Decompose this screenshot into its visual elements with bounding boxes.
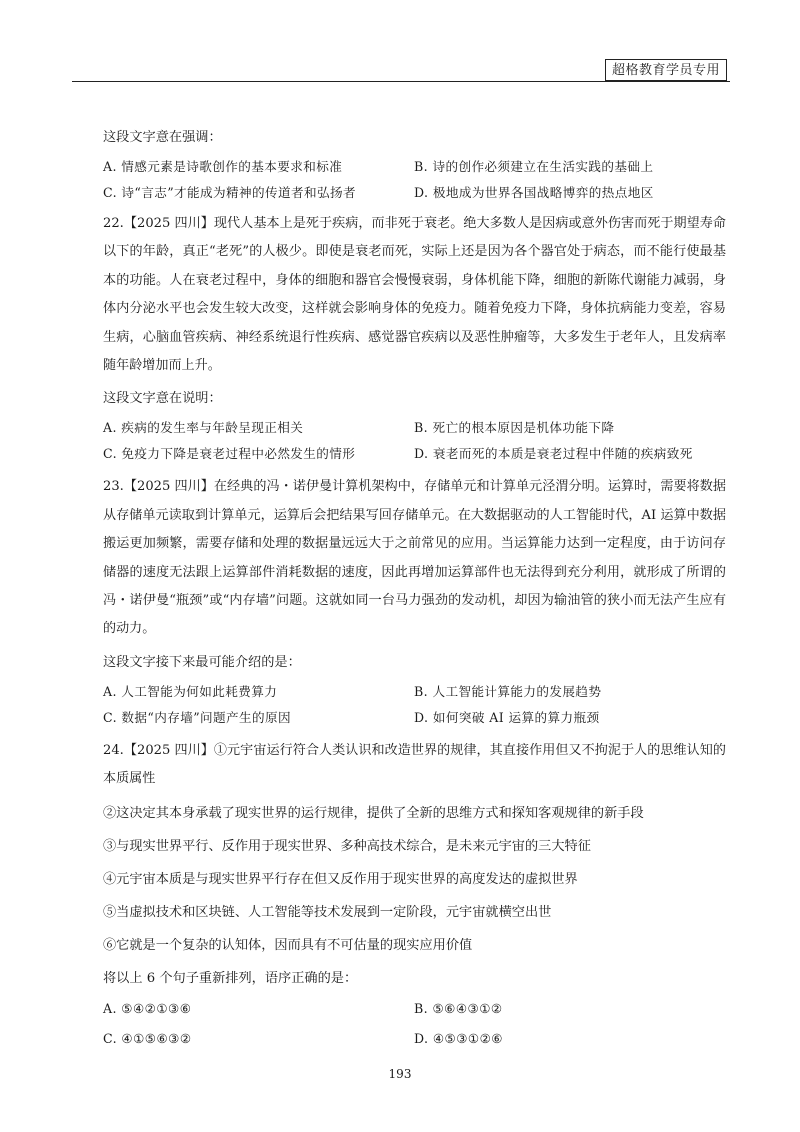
passage-text: 在经典的冯・诺伊曼计算机架构中，存储单元和计算单元泾渭分明。运算时，需要将数据从存储单元读取到计算单元，运算后会把结果写回存储单元。在大数据驱动的人工智能时代，AI 运算中数据搬运更加频繁，需要存储和处理的数据量远远大于之前常见的应用。当运算能力达到一定程度，由于访问存储器的速度无法跟上运算部件消耗数据的速度，因此再增加运算部件也无法得到充分利用，就形成了所谓的冯・诺伊曼“瓶颈”或“内存墙”问题。这就如同一台马力强劲的发动机，却因为输油管的狭小而无法产生应有的动力。 bbox=[103, 479, 727, 637]
option-c: C. 免疫力下降是衰老过程中必然发生的情形 bbox=[103, 446, 356, 462]
option-b: B. 人工智能计算能力的发展趋势 bbox=[414, 683, 602, 699]
sentence-6: ⑥它就是一个复杂的认知体，因而具有不可估量的现实应用价值 bbox=[103, 937, 473, 953]
question-number: 24.【2025 四川】 bbox=[103, 742, 214, 758]
option-a: A. 疾病的发生率与年龄呈现正相关 bbox=[103, 420, 304, 436]
option-c: C. ④①⑤⑥③② bbox=[103, 1030, 192, 1046]
option-d: D. 衰老而死的本质是衰老过程中伴随的疾病致死 bbox=[414, 446, 693, 462]
sentence-1: ①元宇宙运行符合人类认识和改造世界的规律，其直接作用但又不拘泥于人的思维认知的本质属性 bbox=[103, 742, 727, 787]
brand-label: 超格教育学员专用 bbox=[605, 59, 727, 81]
passage-text: 现代人基本上是死于疾病，而非死于衰老。绝大多数人是因病或意外伤害而死于期望寿命以下的年龄，真正“老死”的人极少。即使是衰老而死，实际上还是因为各个器官处于病态，而不能行使最基本的功能。人在衰老过程中，身体的细胞和器官会慢慢衰弱，身体机能下降，细胞的新陈代谢能力减弱，身体内分泌水平也会发生较大改变，这样就会影响身体的免疫力。随着免疫力下降，身体抗病能力变差，容易生病，心脑血管疾病、神经系统退行性疾病、感觉器官疾病以及恶性肿瘤等，大多发生于老年人，且发病率随年龄增加而上升。 bbox=[103, 216, 727, 374]
options-grid bbox=[103, 682, 726, 728]
question-stem: 这段文字接下来最可能介绍的是： bbox=[103, 654, 301, 670]
sentence-list bbox=[103, 804, 726, 956]
question-22 bbox=[103, 210, 726, 464]
question-23 bbox=[103, 473, 726, 727]
question-number: 22.【2025 四川】 bbox=[103, 216, 214, 231]
option-b: B. 诗的创作必须建立在生活实践的基础上 bbox=[414, 159, 654, 174]
header-rule bbox=[72, 81, 730, 82]
option-d: D. 极地成为世界各国战略博弈的热点地区 bbox=[414, 185, 654, 200]
question-stem: 将以上 6 个句子重新排列，语序正确的是： bbox=[103, 970, 358, 986]
question-24 bbox=[103, 737, 726, 1049]
question-21-tail bbox=[103, 128, 726, 203]
option-d: D. 如何突破 AI 运算的算力瓶颈 bbox=[414, 709, 600, 725]
option-a: A. 人工智能为何如此耗费算力 bbox=[103, 683, 278, 699]
page-number: 193 bbox=[388, 1067, 412, 1081]
question-passage bbox=[103, 737, 726, 794]
options-grid bbox=[103, 418, 726, 464]
question-number: 23.【2025 四川】 bbox=[103, 479, 214, 495]
option-b: B. ⑤⑥④③①② bbox=[414, 1000, 503, 1016]
options-grid bbox=[103, 157, 726, 203]
option-c: C. 诗“言志”才能成为精神的传道者和弘扬者 bbox=[103, 185, 356, 200]
page-content bbox=[103, 128, 726, 1057]
options-grid bbox=[103, 999, 726, 1049]
sentence-2: ②这决定其本身承载了现实世界的运行规律，提供了全新的思维方式和探知客观规律的新手段 bbox=[103, 805, 644, 821]
question-stem: 这段文字意在说明： bbox=[103, 391, 222, 407]
option-b: B. 死亡的根本原因是机体功能下降 bbox=[414, 420, 615, 436]
option-a: A. ⑤④②①③⑥ bbox=[103, 1000, 192, 1016]
question-passage bbox=[103, 210, 726, 380]
option-a: A. 情感元素是诗歌创作的基本要求和标准 bbox=[103, 159, 343, 174]
sentence-4: ④元宇宙本质是与现实世界平行存在但又反作用于现实世界的高度发达的虚拟世界 bbox=[103, 871, 578, 887]
question-passage bbox=[103, 473, 726, 643]
sentence-5: ⑤当虚拟技术和区块链、人工智能等技术发展到一定阶段，元宇宙就横空出世 bbox=[103, 904, 552, 920]
sentence-3: ③与现实世界平行、反作用于现实世界、多种高技术综合，是未来元宇宙的三大特征 bbox=[103, 838, 591, 854]
option-c: C. 数据“内存墙”问题产生的原因 bbox=[103, 709, 291, 725]
option-d: D. ④⑤③①②⑥ bbox=[414, 1030, 503, 1046]
question-stem: 这段文字意在强调： bbox=[103, 130, 222, 145]
